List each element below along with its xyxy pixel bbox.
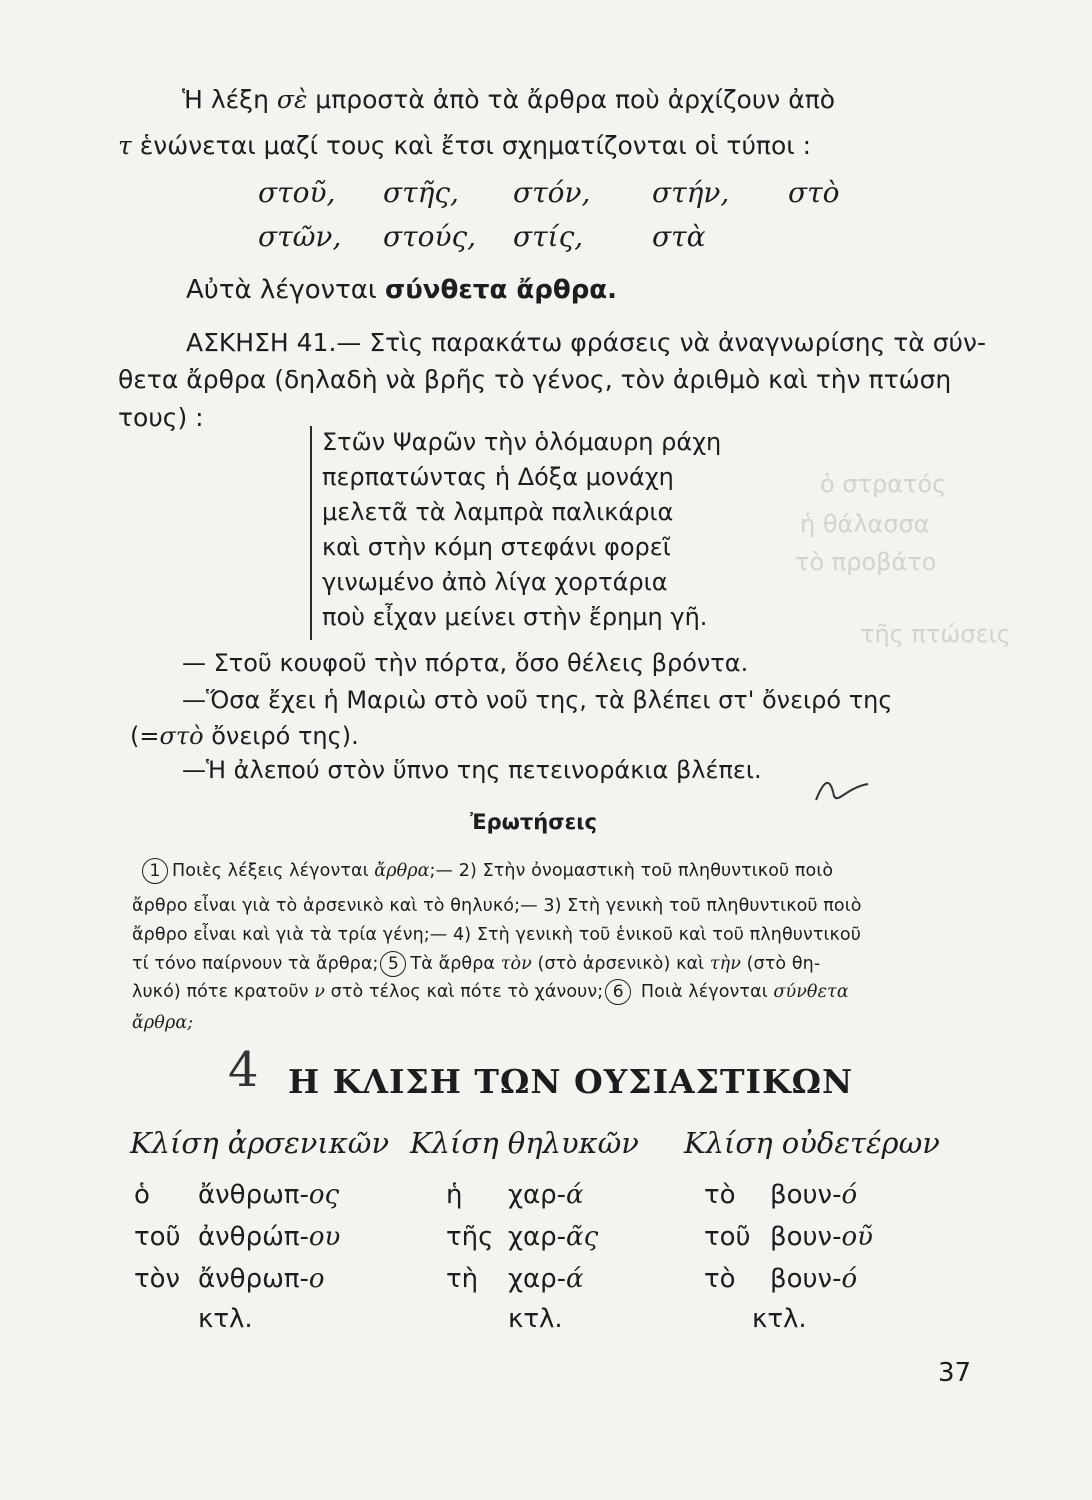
noun-form: ἄνθρωπ-ο (198, 1264, 325, 1294)
compound-form: στοῦ, (258, 176, 336, 209)
poem-line: Στῶν Ψαρῶν τὴν ὁλόμαυρη ράχη (322, 428, 722, 456)
exercise-line-3: τους) : (118, 403, 204, 432)
article: ὁ (134, 1180, 150, 1210)
question-number-circled: 6 (605, 979, 631, 1005)
article: τοῦ (134, 1222, 181, 1252)
poem-line: καὶ στὴν κόμη στεφάνι φορεῖ (322, 533, 671, 561)
poem-line: περπατώντας ἡ Δόξα μονάχη (322, 463, 674, 491)
question-line: ἄρθρο εἶναι καὶ γιὰ τὰ τρία γένη;— 4) Στὴ γενικὴ τοῦ ἑνικοῦ καὶ τοῦ πληθυντικοῦ (132, 925, 861, 945)
compound-form: στῆς, (383, 176, 459, 209)
article: τὸν (134, 1264, 181, 1294)
page-number: 37 (938, 1358, 972, 1388)
question-line: λυκό) πότε κρατοῦν ν στὸ τέλος καὶ πότε τὸ χάνουν; 6 Ποιὰ λέγονται σύνθετα (132, 979, 849, 1005)
noun-form: βουν-οῦ (770, 1222, 873, 1252)
compound-statement: Αὐτὰ λέγονται σύνθετα ἄρθρα. (186, 275, 618, 305)
etc-label: κτλ. (508, 1304, 563, 1334)
compound-form: στίς, (513, 220, 584, 253)
compound-form: στόν, (513, 176, 591, 209)
questions-heading: Ἐρωτήσεις (470, 810, 597, 834)
check-mark-icon (812, 770, 872, 806)
noun-form: βουν-ό (770, 1264, 858, 1294)
compound-form: στὸ (788, 176, 840, 209)
noun-form: χαρ-ᾶς (508, 1222, 599, 1252)
show-through: τῆς πτώσεις (860, 620, 1011, 648)
intro-line-1: Ἡ λέξη σὲ μπροστὰ ἀπὸ τὰ ἄρθρα ποὺ ἀρχίζουν ἀπὸ (182, 85, 836, 114)
etc-label: κτλ. (198, 1304, 253, 1334)
exercise-line-2: θετα ἄρθρα (δηλαδὴ νὰ βρῆς τὸ γένος, τὸν ἀριθμὸ καὶ τὴν πτώση (118, 365, 952, 394)
compound-form: στὰ (652, 220, 706, 253)
noun-form: χαρ-ά (508, 1180, 584, 1210)
compound-form: στούς, (383, 220, 477, 253)
question-number-circled: 1 (142, 858, 168, 884)
question-line: τί τόνο παίρνουν τὰ ἄρθρα; 5 Τὰ ἄρθρα τὸν (στὸ ἀρσενικὸ) καὶ τὴν (στὸ θη- (132, 951, 820, 977)
question-line: 1 Ποιὲς λέξεις λέγονται ἄρθρα;— 2) Στὴν ὀνομαστικὴ τοῦ πληθυντικοῦ ποιὸ (140, 858, 833, 884)
noun-form: ἄνθρωπ-ος (198, 1180, 340, 1210)
article: τὸ (704, 1264, 736, 1294)
compound-form: στήν, (652, 176, 730, 209)
question-line: ἄρθρα; (132, 1013, 194, 1033)
show-through: τὸ προβάτο (795, 548, 937, 576)
exercise-line-1: ΑΣΚΗΣΗ 41.— Στὶς παρακάτω φράσεις νὰ ἀναγνωρίσης τὰ σύν- (186, 328, 986, 357)
question-number-circled: 5 (380, 951, 406, 977)
example-sentence: — Στοῦ κουφοῦ τὴν πόρτα, ὅσο θέλεις βρόντα. (182, 649, 749, 677)
declension-heading: Κλίση θηλυκῶν (410, 1126, 639, 1160)
show-through: ἡ θάλασσα (800, 510, 930, 538)
intro-line-2: τ ἑνώνεται μαζί τους καὶ ἔτσι σχηματίζονται οἱ τύποι : (118, 131, 812, 160)
example-sentence: (=στὸ ὄνειρό της). (130, 722, 359, 750)
noun-form: βουν-ό (770, 1180, 858, 1210)
example-sentence: —Ὅσα ἔχει ἡ Μαριὼ στὸ νοῦ της, τὰ βλέπει στ' ὄνειρό της (182, 686, 893, 714)
noun-form: ἀνθρώπ-ου (198, 1222, 341, 1252)
article: τὴ (446, 1264, 479, 1294)
question-line: ἄρθρο εἶναι γιὰ τὸ ἀρσενικὸ καὶ τὸ θηλυκό;— 3) Στὴ γενικὴ τοῦ πληθυντικοῦ ποιὸ (132, 896, 862, 916)
etc-label: κτλ. (752, 1304, 807, 1334)
show-through: ὁ στρατός (820, 470, 947, 498)
declension-heading: Κλίση ἀρσενικῶν (130, 1126, 390, 1160)
example-sentence: —Ἡ ἀλεπού στὸν ὕπνο της πετεινοράκια βλέπει. (182, 756, 762, 784)
article: ἡ (446, 1180, 463, 1210)
section-title: Η ΚΛΙΣΗ ΤΩΝ ΟΥΣΙΑΣΤΙΚΩΝ (288, 1062, 854, 1101)
article: τὸ (704, 1180, 736, 1210)
noun-form: χαρ-ά (508, 1264, 584, 1294)
compound-form: στῶν, (258, 220, 342, 253)
check-mark (812, 770, 872, 810)
article: τῆς (446, 1222, 494, 1252)
handwritten-mark: 4 (228, 1042, 259, 1098)
poem-bracket (310, 426, 312, 640)
declension-heading: Κλίση οὐδετέρων (684, 1126, 940, 1160)
poem-line: γινωμένο ἀπὸ λίγα χορτάρια (322, 568, 668, 596)
poem-line: μελετᾶ τὰ λαμπρὰ παλικάρια (322, 498, 674, 526)
article: τοῦ (704, 1222, 751, 1252)
poem-line: ποὺ εἶχαν μείνει στὴν ἔρημη γῆ. (322, 603, 708, 631)
